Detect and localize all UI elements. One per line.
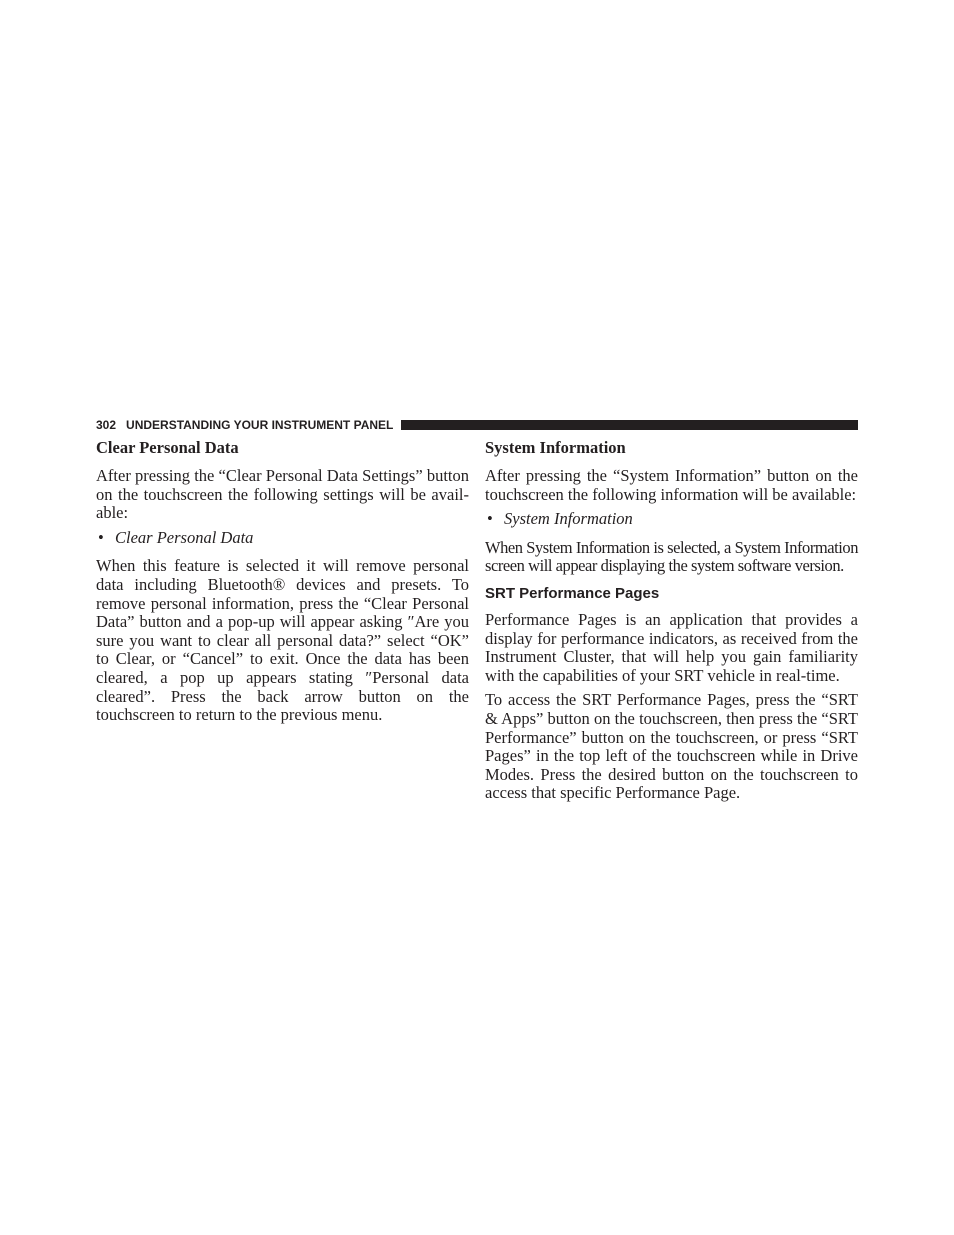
system-information-intro: After pressing the “System Information” button on the touchscreen the following information will be available:: [485, 466, 858, 504]
performance-pages-description: Performance Pages is an application that provides a display for performance indicators, as received from the Instrument Cluster, that will help you gain familiarity with the capabilities of your SRT vehicle in real-time.: [485, 609, 858, 685]
bullet-text: Clear Personal Data: [115, 527, 254, 547]
bullet-icon: •: [487, 509, 493, 529]
clear-personal-data-intro: After pressing the “Clear Personal Data Settings” button on the touchscreen the following settings will be avail-able:: [96, 466, 469, 523]
srt-performance-pages-heading: SRT Performance Pages: [485, 584, 660, 602]
clear-personal-data-heading: Clear Personal Data: [96, 438, 239, 457]
bullet-text: System Information: [504, 509, 633, 529]
performance-pages-access: To access the SRT Performance Pages, press the “SRT & Apps” button on the touchscreen, then press the “SRT Performance” button on the touchscreen, or press “SRT Pages” in the top left of the touchscreen while in Drive Modes. Press the desired button on the touchscreen to access that specific Performance Page.: [485, 690, 858, 803]
system-information-heading: System Information: [485, 438, 626, 457]
section-title: UNDERSTANDING YOUR INSTRUMENT PANEL: [126, 418, 394, 432]
bullet-icon: •: [98, 527, 104, 547]
clear-personal-data-body: When this feature is selected it will remove personal data including Bluetooth® devices and presets. To remove personal information, press the “Clear Personal Data” button and a pop-up will appear asking ″Are you sure you want to clear all personal data?” select “OK” to Clear, or “Cancel” to exit. Once the data has been cleared, a pop up appears stating ″Personal data cleared”. Press the back arrow button on the touchscreen to return to the previous menu.: [96, 556, 469, 725]
list-item: [485, 510, 858, 529]
header-rule: [401, 420, 858, 430]
system-information-body: When System Information is selected, a System Information screen will appear displaying the system software version.: [485, 537, 859, 576]
left-column: [96, 436, 469, 731]
right-column: [485, 436, 858, 809]
page-number: 302: [96, 418, 117, 432]
page-header: [96, 417, 858, 433]
list-item: [96, 529, 469, 548]
